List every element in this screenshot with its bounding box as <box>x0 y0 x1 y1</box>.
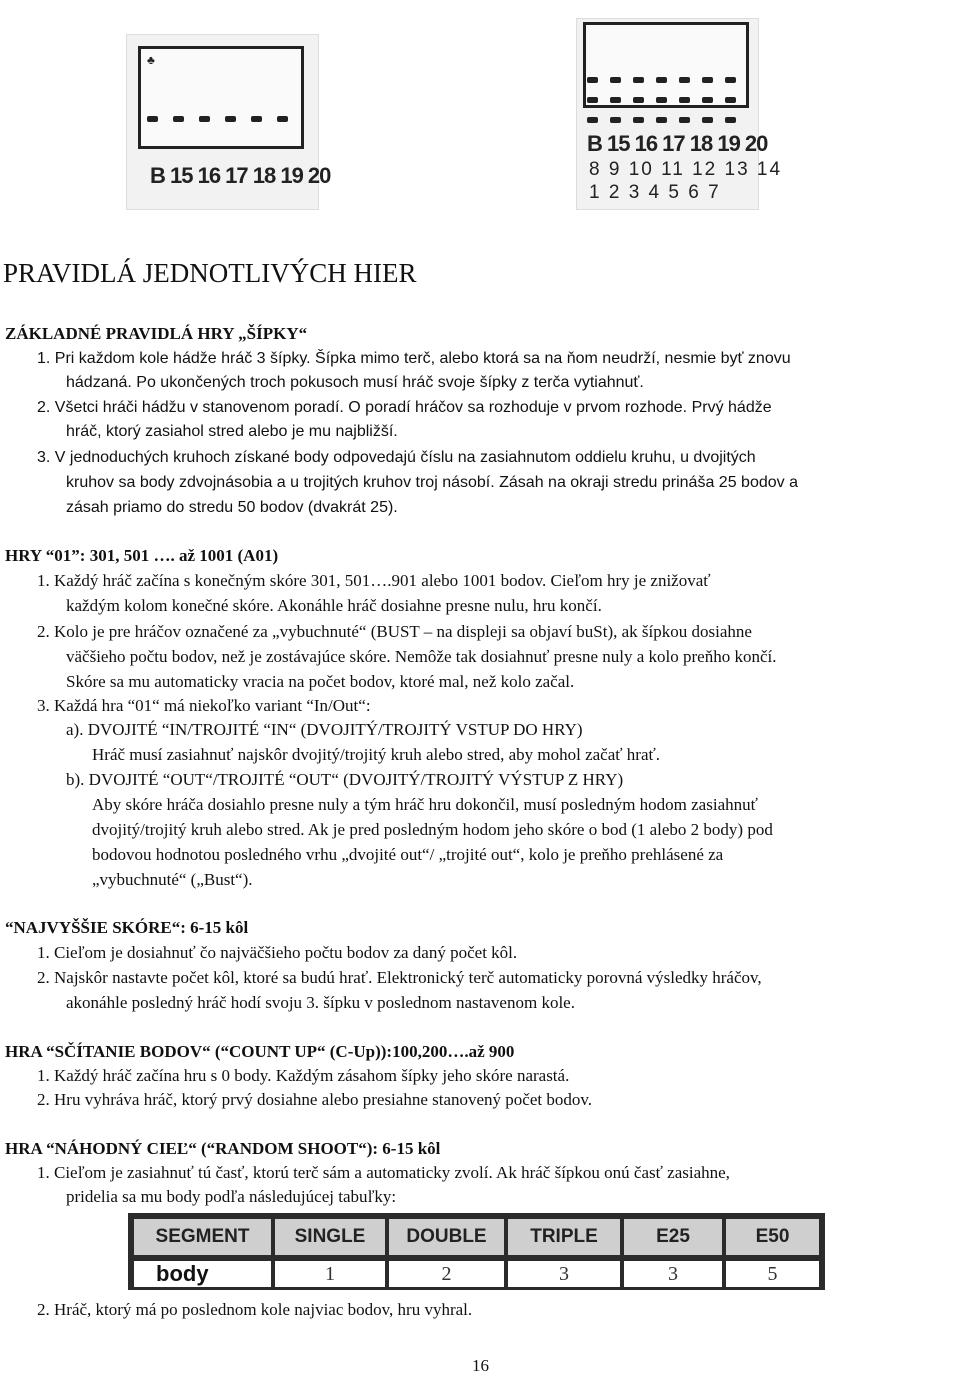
marker-rows <box>587 77 747 137</box>
turn-marker <box>725 77 736 83</box>
rule-line: 2. Hru vyhráva hráč, ktorý prvý dosiahne alebo presiahne stanovený počet bodov. <box>37 1090 593 1109</box>
section-heading-najvyssie: “NAJVYŠŠIE SKÓRE“: 6-15 kôl <box>5 918 249 937</box>
turn-marker <box>725 117 736 123</box>
rule-line: hádzaná. Po ukončených troch pokusoch musí hráč svoje šípky z terča vytiahnuť. <box>66 374 644 391</box>
table-cell: 5 <box>726 1261 819 1287</box>
turn-marker <box>679 97 690 103</box>
rule-line: pridelia sa mu body podľa následujúcej tabuľky: <box>66 1187 397 1206</box>
turn-marker <box>633 117 644 123</box>
segment-labels: B 15 16 17 18 19 20 <box>150 163 331 188</box>
turn-marker <box>587 97 598 103</box>
rule-line: b). DVOJITÉ “OUT“/TROJITÉ “OUT“ (DVOJITÝ/TROJITÝ VÝSTUP Z HRY) <box>66 770 624 789</box>
turn-marker <box>702 97 713 103</box>
page-number: 16 <box>472 1356 489 1375</box>
turn-marker <box>610 97 621 103</box>
turn-marker <box>656 77 667 83</box>
rule-line: 1. Cieľom je zasiahnuť tú časť, ktorú terč sám a automaticky zvolí. Ak hráč šípkou onú časť zasiahne, <box>37 1163 730 1182</box>
section-heading-01: HRY “01”: 301, 501 …. až 1001 (A01) <box>5 546 279 565</box>
segment-labels-row1: B 15 16 17 18 19 20 <box>587 131 768 156</box>
table-cell: 2 <box>389 1261 504 1287</box>
rule-line: 1. Cieľom je dosiahnuť čo najväčšieho počtu bodov za daný počet kôl. <box>37 943 518 962</box>
section-heading-random-shoot: HRA “NÁHODNÝ CIEĽ“ (“RANDOM SHOOT“): 6-15 kôl <box>5 1139 441 1158</box>
section-heading-count-up: HRA “SČÍTANIE BODOV“ (“COUNT UP“ (C-Up)):100,200….až 900 <box>5 1042 515 1061</box>
table-header-double: DOUBLE <box>389 1219 504 1255</box>
rule-line: 2. Všetci hráči hádžu v stanovenom poradí. O poradí hráčov sa rozhoduje v prvom rozhode. Prvý hádže <box>37 399 772 416</box>
table-cell: 1 <box>275 1261 385 1287</box>
segment-labels-row2: 8 9 10 11 12 13 14 <box>589 159 783 180</box>
player-icon: ♣ <box>147 53 155 67</box>
section-heading-zakladne: ZÁKLADNÉ PRAVIDLÁ HRY „ŠÍPKY“ <box>5 324 308 343</box>
rule-line: 2. Najskôr nastavte počet kôl, ktoré sa budú hrať. Elektronický terč automaticky porovná výsledky hráčov, <box>37 968 762 987</box>
rule-line: 2. Kolo je pre hráčov označené za „vybuchnuté“ (BUST – na displeji sa objaví buSt), ak šípkou dosiahne <box>37 622 752 641</box>
turn-marker <box>679 117 690 123</box>
lcd-display-image-right <box>576 18 783 210</box>
rule-line: a). DVOJITÉ “IN/TROJITÉ “IN“ (DVOJITÝ/TROJITÝ VSTUP DO HRY) <box>66 720 583 739</box>
turn-marker <box>679 77 690 83</box>
rule-line: Hráč musí zasiahnuť najskôr dvojitý/trojitý kruh alebo stred, aby mohol začať hrať. <box>92 745 660 764</box>
turn-marker <box>173 116 184 122</box>
rule-line: 3. Každá hra “01“ má niekoľko variant “In/Out“: <box>37 696 371 715</box>
turn-marker <box>633 77 644 83</box>
turn-marker <box>251 116 262 122</box>
rule-line: akonáhle posledný hráč hodí svoju 3. šípku v poslednom nastavenom kole. <box>66 993 575 1012</box>
rule-line: 2. Hráč, ktorý má po poslednom kole najviac bodov, hru vyhral. <box>37 1300 473 1319</box>
lcd-frame <box>138 46 304 149</box>
turn-marker <box>725 97 736 103</box>
rule-line: bodovou hodnotou posledného vrhu „dvojité out“/ „trojité out“, kolo je preňho prehlásené za <box>92 845 724 864</box>
table-header-single: SINGLE <box>275 1219 385 1255</box>
rule-line: „vybuchnuté“ („Bust“). <box>92 870 253 889</box>
turn-marker <box>147 116 158 122</box>
segment-labels-row3: 1 2 3 4 5 6 7 <box>589 182 721 203</box>
turn-marker <box>587 117 598 123</box>
rule-line: zásah priamo do stredu 50 bodov (dvakrát 25). <box>66 499 398 516</box>
rule-line: 1. Každý hráč začína hru s 0 body. Každým zásahom šípky jeho skóre narastá. <box>37 1066 570 1085</box>
rule-line: kruhov sa body zdvojnásobia a u trojitých kruhov troj násobí. Zásah na okraji stredu prináša 25 bodov a <box>66 474 798 491</box>
rule-line: dvojitý/trojitý kruh alebo stred. Ak je pred posledným hodom jeho skóre o bod (1 alebo 2 body) pod <box>92 820 773 839</box>
turn-marker <box>199 116 210 122</box>
page-title: PRAVIDLÁ JEDNOTLIVÝCH HIER <box>3 258 417 288</box>
turn-marker <box>702 117 713 123</box>
turn-marker <box>277 116 288 122</box>
turn-marker <box>610 117 621 123</box>
turn-marker <box>610 77 621 83</box>
lcd-display-image-left <box>126 34 331 210</box>
turn-marker <box>225 116 236 122</box>
rule-line: väčšieho počtu bodov, než je zostávajúce skóre. Nemôže tak dosiahnuť presne nuly a kolo preňho končí. <box>66 647 777 666</box>
rule-line: 3. V jednoduchých kruhoch získané body odpovedajú číslu na zasiahnutom oddielu kruhu, u dvojitých <box>37 449 756 466</box>
rule-line: Aby skóre hráča dosiahlo presne nuly a tým hráč hru dokončil, musí posledným hodom zasiahnuť <box>92 795 758 814</box>
rule-line: hráč, ktorý zasiahol stred alebo je mu najbližší. <box>66 423 398 440</box>
turn-marker <box>587 77 598 83</box>
turn-marker <box>656 97 667 103</box>
rule-line: 1. Pri každom kole hádže hráč 3 šípky. Šípka mimo terč, alebo ktorá sa na ňom neudrží, nesmie byť znovu <box>37 350 791 367</box>
table-row-label: body <box>134 1261 271 1287</box>
rule-line: každým kolom konečné skóre. Akonáhle hráč dosiahne presne nulu, hru končí. <box>66 596 602 615</box>
table-header-triple: TRIPLE <box>508 1219 620 1255</box>
rule-line: 1. Každý hráč začína s konečným skóre 301, 501….901 alebo 1001 bodov. Cieľom hry je znižovať <box>37 571 711 590</box>
table-cell: 3 <box>624 1261 722 1287</box>
turn-marker <box>633 97 644 103</box>
table-header-e50: E50 <box>726 1219 819 1255</box>
table-cell: 3 <box>508 1261 620 1287</box>
table-header-e25: E25 <box>624 1219 722 1255</box>
turn-marker <box>656 117 667 123</box>
turn-marker <box>702 77 713 83</box>
rule-line: Skóre sa mu automaticky vracia na počet bodov, ktoré mal, než kolo začal. <box>66 672 575 691</box>
score-table <box>128 1213 825 1290</box>
table-header-segment: SEGMENT <box>134 1219 271 1255</box>
